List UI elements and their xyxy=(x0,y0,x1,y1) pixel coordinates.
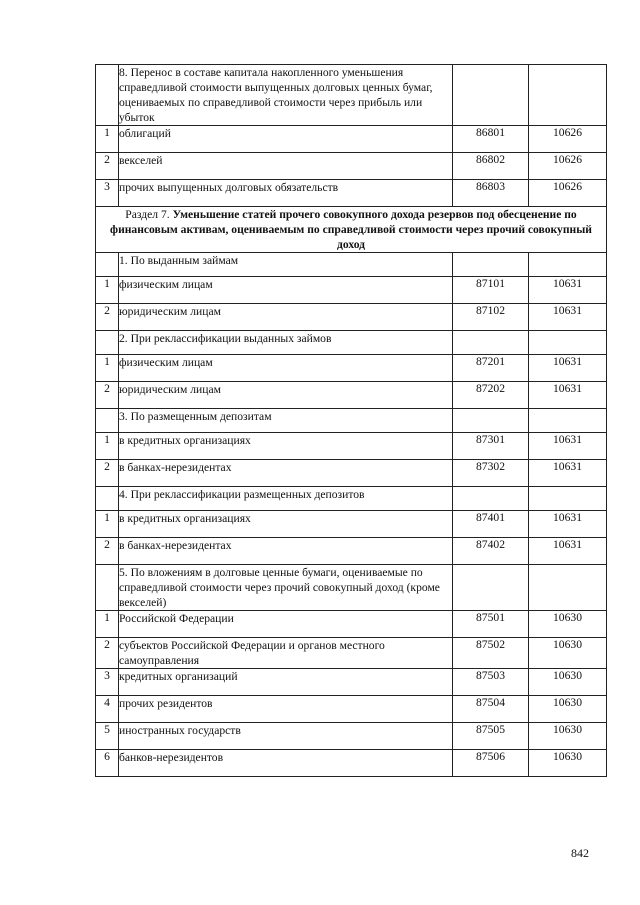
row-number: 2 xyxy=(96,460,119,487)
symbol-code: 10631 xyxy=(529,355,607,382)
row-label: физическим лицам xyxy=(119,355,453,382)
table-row xyxy=(96,153,607,180)
row-label: 4. При реклассификации размещенных депозитов xyxy=(119,487,453,511)
account-code: 87503 xyxy=(453,669,529,696)
table-row xyxy=(96,304,607,331)
symbol-code xyxy=(529,409,607,433)
account-code: 87506 xyxy=(453,750,529,777)
row-label: Российской Федерации xyxy=(119,611,453,638)
symbol-code: 10631 xyxy=(529,277,607,304)
account-code: 87505 xyxy=(453,723,529,750)
table-row xyxy=(96,750,607,777)
section-heading xyxy=(96,207,607,253)
row-label: 8. Перенос в составе капитала накопленного уменьшения справедливой стоимости выпущенных долговых ценных бумаг, оцениваемых по справедливой стоимости через прибыль или убыток xyxy=(119,65,453,126)
account-code xyxy=(453,565,529,611)
account-code: 86802 xyxy=(453,153,529,180)
row-number: 6 xyxy=(96,750,119,777)
row-label: в кредитных организациях xyxy=(119,433,453,460)
table-row xyxy=(96,611,607,638)
page-number: 842 xyxy=(571,846,589,860)
table-row xyxy=(96,669,607,696)
account-code xyxy=(453,65,529,126)
account-codes-table xyxy=(95,64,607,777)
row-label: 2. При реклассификации выданных займов xyxy=(119,331,453,355)
account-code xyxy=(453,409,529,433)
row-label: в банках-нерезидентах xyxy=(119,460,453,487)
account-code: 87504 xyxy=(453,696,529,723)
row-number: 2 xyxy=(96,538,119,565)
row-number xyxy=(96,487,119,511)
row-label: юридическим лицам xyxy=(119,304,453,331)
table-row xyxy=(96,433,607,460)
account-code: 87102 xyxy=(453,304,529,331)
row-label: 3. По размещенным депозитам xyxy=(119,409,453,433)
row-label: 1. По выданным займам xyxy=(119,253,453,277)
group-header-row xyxy=(96,487,607,511)
account-code: 87501 xyxy=(453,611,529,638)
row-number: 1 xyxy=(96,126,119,153)
account-code: 87302 xyxy=(453,460,529,487)
symbol-code: 10631 xyxy=(529,511,607,538)
row-number: 1 xyxy=(96,433,119,460)
account-code xyxy=(453,253,529,277)
table-row xyxy=(96,355,607,382)
row-number: 3 xyxy=(96,180,119,207)
symbol-code: 10630 xyxy=(529,611,607,638)
symbol-code: 10631 xyxy=(529,304,607,331)
account-code: 86803 xyxy=(453,180,529,207)
row-number: 1 xyxy=(96,611,119,638)
row-number: 2 xyxy=(96,638,119,669)
symbol-code xyxy=(529,331,607,355)
symbol-code: 10630 xyxy=(529,696,607,723)
table-row xyxy=(96,277,607,304)
symbol-code: 10631 xyxy=(529,538,607,565)
account-code: 87301 xyxy=(453,433,529,460)
account-code: 87201 xyxy=(453,355,529,382)
table-row xyxy=(96,696,607,723)
symbol-code: 10630 xyxy=(529,750,607,777)
symbol-code: 10630 xyxy=(529,638,607,669)
row-label: субъектов Российской Федерации и органов местного самоуправления xyxy=(119,638,453,669)
symbol-code: 10626 xyxy=(529,126,607,153)
symbol-code: 10631 xyxy=(529,382,607,409)
group-header-row xyxy=(96,253,607,277)
row-number xyxy=(96,253,119,277)
row-number: 1 xyxy=(96,277,119,304)
group-header-row xyxy=(96,409,607,433)
symbol-code xyxy=(529,487,607,511)
row-label: юридическим лицам xyxy=(119,382,453,409)
row-label: в банках-нерезидентах xyxy=(119,538,453,565)
account-code: 87202 xyxy=(453,382,529,409)
row-number: 3 xyxy=(96,669,119,696)
row-label: иностранных государств xyxy=(119,723,453,750)
row-number: 5 xyxy=(96,723,119,750)
account-code: 86801 xyxy=(453,126,529,153)
row-label: физическим лицам xyxy=(119,277,453,304)
table-row xyxy=(96,723,607,750)
table-row xyxy=(96,638,607,669)
section-title: Уменьшение статей прочего совокупного дохода резервов под обесценение по финансовым активам, оцениваемым по справедливой стоимости через прочий совокупный доход xyxy=(110,208,592,251)
section-prefix: Раздел 7. xyxy=(125,208,173,221)
section-heading-row xyxy=(96,207,607,253)
symbol-code: 10631 xyxy=(529,460,607,487)
symbol-code: 10631 xyxy=(529,433,607,460)
account-code xyxy=(453,487,529,511)
row-label: векселей xyxy=(119,153,453,180)
table-row xyxy=(96,180,607,207)
row-number xyxy=(96,409,119,433)
row-label: 5. По вложениям в долговые ценные бумаги, оцениваемые по справедливой стоимости через прочий совокупный доход (кроме векселей) xyxy=(119,565,453,611)
table-row xyxy=(96,538,607,565)
group-header-row xyxy=(96,565,607,611)
row-label: в кредитных организациях xyxy=(119,511,453,538)
table-row xyxy=(96,382,607,409)
account-code: 87101 xyxy=(453,277,529,304)
symbol-code: 10626 xyxy=(529,180,607,207)
row-number: 2 xyxy=(96,382,119,409)
row-label: прочих выпущенных долговых обязательств xyxy=(119,180,453,207)
row-number: 1 xyxy=(96,355,119,382)
row-label: кредитных организаций xyxy=(119,669,453,696)
symbol-code xyxy=(529,65,607,126)
row-label: прочих резидентов xyxy=(119,696,453,723)
table-row xyxy=(96,126,607,153)
account-code: 87502 xyxy=(453,638,529,669)
symbol-code: 10630 xyxy=(529,669,607,696)
row-number xyxy=(96,565,119,611)
row-number: 1 xyxy=(96,511,119,538)
row-label: облигаций xyxy=(119,126,453,153)
table-row xyxy=(96,460,607,487)
row-number xyxy=(96,65,119,126)
row-number: 2 xyxy=(96,304,119,331)
symbol-code xyxy=(529,253,607,277)
symbol-code: 10626 xyxy=(529,153,607,180)
account-code: 87402 xyxy=(453,538,529,565)
symbol-code: 10630 xyxy=(529,723,607,750)
group-header-row xyxy=(96,331,607,355)
symbol-code xyxy=(529,565,607,611)
row-number: 4 xyxy=(96,696,119,723)
table-row xyxy=(96,511,607,538)
group-header-row xyxy=(96,65,607,126)
row-number: 2 xyxy=(96,153,119,180)
row-label: банков-нерезидентов xyxy=(119,750,453,777)
account-code xyxy=(453,331,529,355)
account-code: 87401 xyxy=(453,511,529,538)
row-number xyxy=(96,331,119,355)
